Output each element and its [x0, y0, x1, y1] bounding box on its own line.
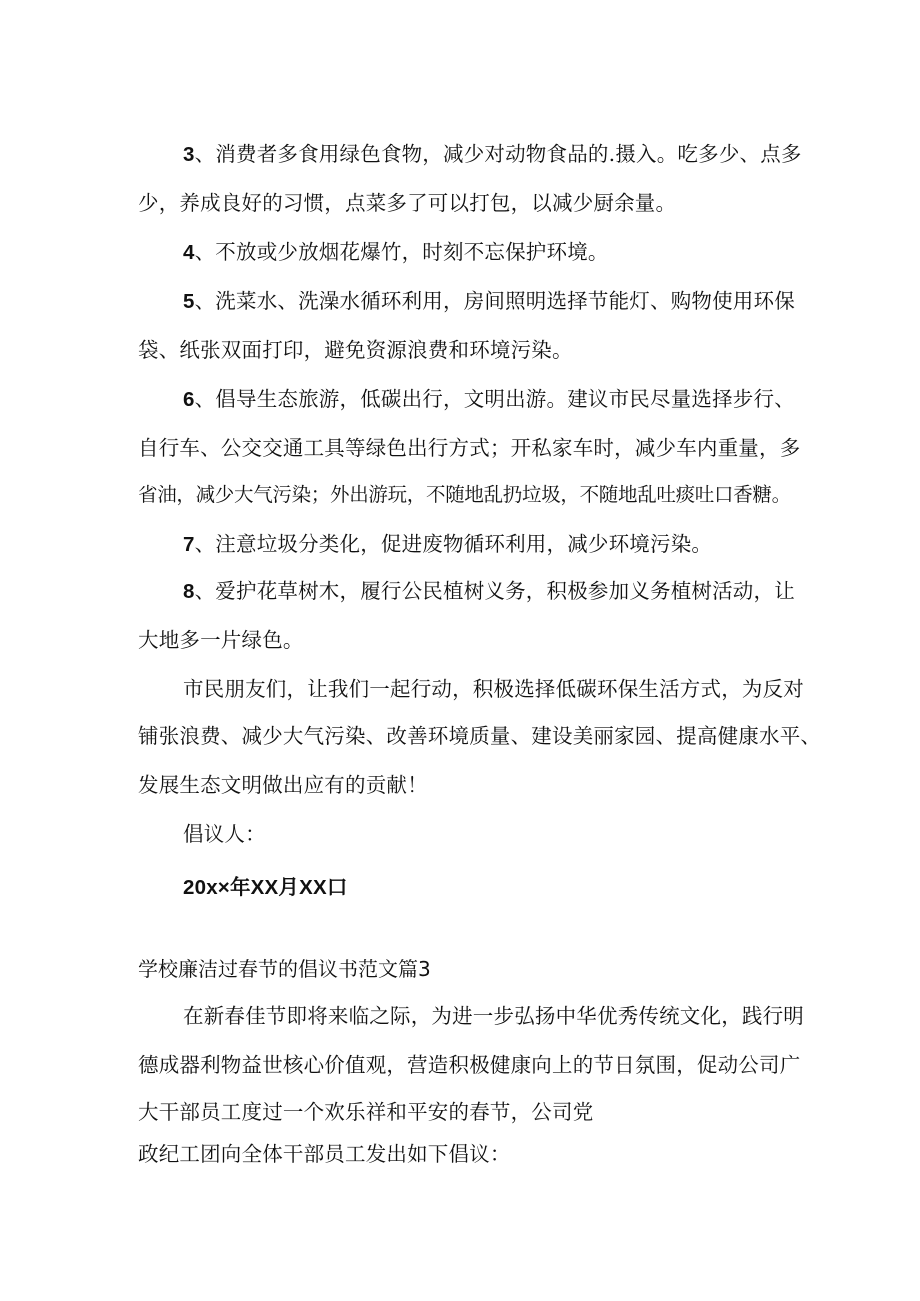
item-number: 4	[183, 241, 195, 264]
intro-line-1: 在新春佳节即将来临之际，为进一步弘扬中华优秀传统文化，践行明	[183, 1004, 804, 1028]
intro-line-3: 大干部员工度过一个欢乐祥和平安的春节，公司党	[138, 1100, 594, 1124]
item-3-line-2: 少，养成良好的习惯，点菜多了可以打包，以减少厨余量。	[138, 191, 677, 215]
intro-line-4: 政纪工团向全体干部员工发出如下倡议：	[138, 1142, 511, 1166]
item-7-line-1	[183, 530, 843, 559]
item-number: 6	[183, 388, 195, 411]
item-number: 5	[183, 290, 195, 313]
item-text: 、不放或少放烟花爆竹，时刻不忘保护环境。	[194, 240, 609, 264]
item-4-line-1	[183, 238, 843, 267]
item-number: 3	[183, 143, 195, 166]
signer-label: 倡议人：	[183, 822, 266, 846]
item-number: 8	[183, 580, 195, 603]
date-line: 20x×年XX月XX口	[183, 876, 348, 899]
item-text: 、消费者多食用绿色食物，减少对动物食品的.摄入。吃多少、点多	[194, 142, 802, 166]
section-title: 学校廉洁过春节的倡议书范文篇3	[138, 957, 431, 981]
item-6-line-2: 自行车、公交交通工具等绿色出行方式；开私家车时，减少车内重量，多	[138, 436, 801, 460]
closing-line-1: 市民朋友们，让我们一起行动，积极选择低碳环保生活方式，为反对	[183, 677, 804, 701]
item-text: 、倡导生态旅游，低碳出行，文明出游。建议市民尽量选择步行、	[194, 387, 795, 411]
item-5-line-1	[183, 287, 843, 316]
item-8-line-2: 大地多一片绿色。	[138, 628, 304, 652]
item-5-line-2: 袋、纸张双面打印，避免资源浪费和环境污染。	[138, 338, 573, 362]
item-8-line-1	[183, 577, 843, 606]
item-6-line-3: 省油，减少大气污染；外出游玩，不随地乱扔垃圾，不随地乱吐痰吐口香糖。	[138, 483, 791, 506]
intro-line-2: 德成器利物益世核心价值观，营造积极健康向上的节日氛围，促动公司广	[138, 1053, 801, 1077]
closing-line-3: 发展生态文明做出应有的贡献！	[138, 773, 428, 797]
item-text: 、注意垃圾分类化，促进废物循环利用，减少环境污染。	[194, 532, 713, 556]
item-number: 7	[183, 533, 195, 556]
item-text: 、爱护花草树木，履行公民植树义务，积极参加义务植树活动，让	[194, 579, 795, 603]
closing-line-2: 铺张浪费、减少大气污染、改善环境质量、建设美丽家园、提高健康水平、	[138, 724, 822, 748]
item-3-line-1	[183, 140, 843, 169]
item-6-line-1	[183, 385, 843, 414]
item-text: 、洗菜水、洗澡水循环利用，房间照明选择节能灯、购物使用环保	[194, 289, 795, 313]
